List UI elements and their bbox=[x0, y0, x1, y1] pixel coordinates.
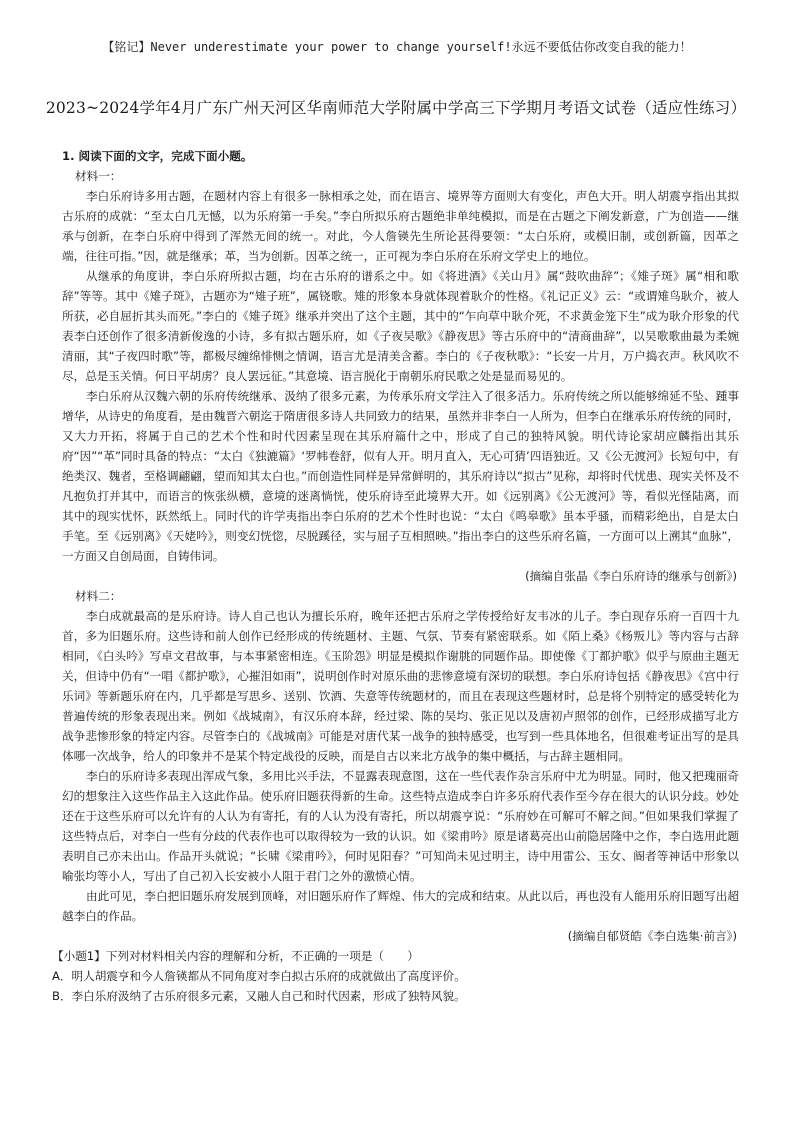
material-2-paragraph: 李白的乐府诗多表现出浑成气象，多用比兴手法，不显露表现意图，这在一些代表作杂言乐府中尤为明显。同时，他又把瑰丽奇幻的想象注入这些作品主入这此作品。使乐府旧题获得新的生命。这些特点造成李白许多乐府代表作至今存在很大的认识分歧。妙处还在于这些乐府可以允许有的人认为有寄托，有的人认为没有寄托，所以胡震亨说：“乐府妙在可解可不解之间。”但如果我们掌握了这些特点后，对李白一些有分歧的代表作也可以取得较为一致的认识。如《梁甫吟》原是诸葛亮出山前隐居隆中之作，李白选用此题表明自己亦未出山。作品开头就说；“长啸《梁甫吟》，何时见阳春？”可知尚未见过明主，诗中用雷公、玉女、阍者等神话中形象以喻张均等小人，写出了自己初入长安被小人阻于君门之外的激愤心情。 bbox=[62, 769, 739, 883]
material-1-paragraph: 李白乐府诗多用古题，在题材内容上有很多一脉相承之处，而在语言、境界等方面则大有变化，声色大开。明人胡震亨指出其拟古乐府的成就：“至太白几无憾，以为乐府第一手矣。”李白所拟乐府古题绝非单纯模拟，而是在古题之下阐发新意，广为创造——继承与创新，在李白乐府中得到了浑然无间的统一。对此，今人詹锳先生所论甚得要领：“太白乐府，或模旧制，或创新篇，因革之端，往往可指。”因，就是继承；革，当为创新。因革之统一，正可视为李白乐府在乐府文学史上的地位。 bbox=[62, 189, 739, 263]
material-1-source: (摘编自张晶《李白乐府诗的继承与创新》) bbox=[525, 569, 737, 583]
option-b: B．李白乐府汲纳了古乐府很多元素，又融人自己和时代因素，形成了独特风貌。 bbox=[52, 989, 466, 1003]
motto-header: 【铭记】Never underestimate your power to change yourself!永远不要低估你改变自我的能力！ bbox=[102, 40, 692, 54]
material-2-paragraph: 由此可见，李白把旧题乐府发展到顶峰，对旧题乐府作了辉煌、伟大的完成和结束。从此以后，再也没有人能用乐府旧题写出超越李白的作品。 bbox=[62, 889, 739, 923]
material-2-source: (摘编自郁贤皓《李白选集·前言》) bbox=[567, 929, 737, 943]
exam-title: 2023~2024学年4月广东广州天河区华南师范大学附属中学高三下学期月考语文试卷（适应性练习） bbox=[45, 99, 747, 117]
material-2-label: 材料二： bbox=[75, 589, 122, 603]
material-1-paragraph: 李白乐府从汉魏六朝的乐府传统继承、汲纳了很多元素，为传承乐府文学注入了很多活力。乐府传统之所以能够绵延不坠、踵事增华，从诗史的角度看，是由魏晋六朝迄于隋唐很多诗人共同致力的结果，虽然并非李白一人所为，但李白在继承乐府传统的同时，又大力开拓，将属于自己的艺术个性和时代因素呈现在其乐府篇什之中，形成了自己的独特风貌。明代诗论家胡应麟指出其乐府“因”“革”同时具备的特点：“太白《独漉篇》‘罗帏卷舒，似有人开。明月直入，无心可猜’四语独近。又《公无渡河》长短句中，有绝类汉、魏者，至格调翩翩，望而知其太白也。”而创造性同样是异常鲜明的，其乐府诗以“拟古”见称，却将时代忧患、现实关怀及不凡抱负打并其中，而语言的恢张纵横，意境的迷离惝恍，使乐府诗至此境界大开。如《远别离》《公无渡河》等，看似光怪陆离，而其中的现实忧怀，跃然纸上。同时代的许学夷指出李白乐府的艺术个性时也说：“太白《鸣皋歌》虽本乎骚，而精彩绝出，自是太白手笔。至《远别离》《天姥吟》，则变幻恍惚，尽脱蹊径，实与屈子互相照映。”指出李白的这些乐府名篇，一方面可以上溯其“血脉”，一方面又自创局面，自铸伟词。 bbox=[62, 389, 739, 563]
exam-content bbox=[52, 146, 739, 1006]
question-heading: 1. 阅读下面的文字，完成下面小题。 bbox=[62, 149, 253, 163]
material-1-label: 材料一： bbox=[75, 169, 122, 183]
subquestion-1: 【小题1】下列对材料相关内容的理解和分析，不正确的一项是（ ） bbox=[52, 949, 419, 963]
material-1-paragraph: 从继承的角度讲，李白乐府所拟古题，均在古乐府的谱系之中。如《将进酒》《关山月》属“鼓吹曲辞”；《雉子斑》属“相和歌辞”等等。其中《雉子斑》，古题亦为“雉子班”，属铙歌。雉的形象本身就体现着耿介的性格。《礼记正义》云：“或谓雉鸟耿介，被人所获，必自屈折其头而死。”李白的《雉子斑》继承并突出了这个主题，其中的“乍向草中耿介死，不求黄金笼下生”成为耿介形象的代表李白还创作了很多清新俊逸的小诗，多有拟古题乐府，如《子夜吴歌》《静夜思》等古乐府中的“清商曲辞”，以吴歌歌曲最为柔婉清丽，其“子夜四时歌”等，都极尽缠绵悱恻之情调，语言尤是清美含蓄。李白的《子夜秋歌》：“长安一片月，万户捣衣声。秋风吹不尽，总是玉关情。何日平胡虏？良人罢远征。”其意境、语言脱化于南朝乐府民歌之处是显而易见的。 bbox=[62, 269, 739, 383]
option-a: A．明人胡震亨和今人詹锳都从不同角度对李白拟古乐府的成就做出了高度评价。 bbox=[52, 969, 466, 983]
material-2-paragraph: 李白成就最高的是乐府诗。诗人自己也认为擅长乐府，晚年还把古乐府之学传授给好友韦冰的儿子。李白现存乐府一百四十九首，多为旧题乐府。这些诗和前人创作已经形成的传统题材、主题、气氛、节奏有紧密联系。如《陌上桑》《杨叛儿》等内容与古辞相同，《白头吟》写卓文君故事，与本事紧密相连。《玉阶怨》明显是模拟作谢朓的同题作品。即使像《丁都护歌》似乎与原曲主题无关，但诗中仍有“一唱《都护歌》，心摧泪如雨”，说明创作时对原乐曲的悲惨意境有深切的联想。李白乐府诗包括《静夜思》《宫中行乐词》等新题乐府在内，几乎都是写思乡、送别、饮酒、失意等传统题材的，而且在表现这些题材时，总是将个别特定的感受转化为普遍传统的形象表现出来。例如《战城南》，有汉乐府本辞，经过梁、陈的吴均、张正见以及唐初卢照邻的创作，已经形成描写北方战争悲惨形象的特定内容。尽管李白的《战城南》可能是对唐代某一战争的独特感受，也写到一些具体地名，但很难考证出写的是具体哪一次战争，给人的印象并不是某个特定战役的反映，而是自古以来北方战争的集中概括，与古辞主题相同。 bbox=[62, 609, 739, 763]
